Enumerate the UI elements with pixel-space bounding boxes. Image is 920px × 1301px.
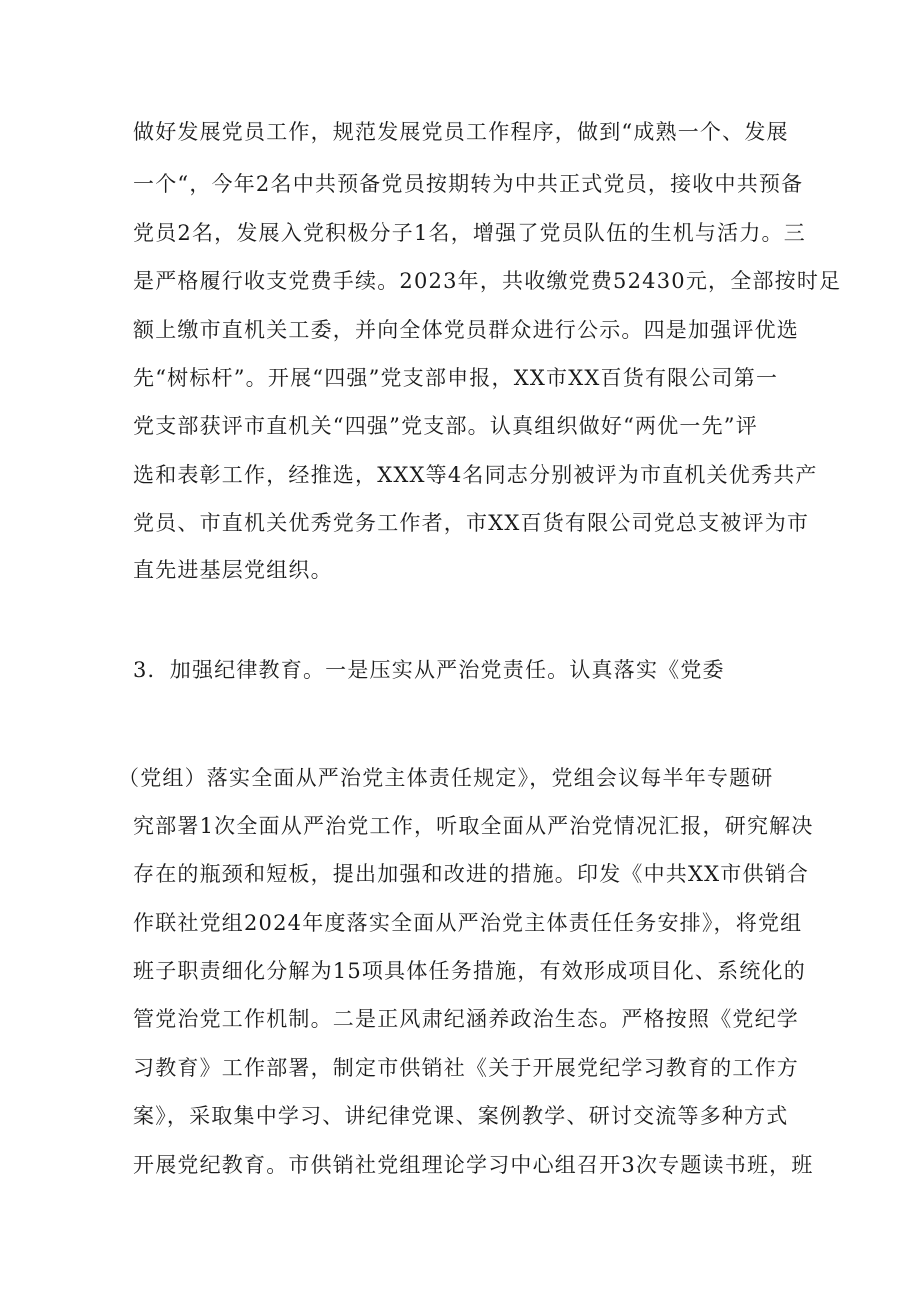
text-line: 党支部获评市直机关“四强”党支部。认真组织做好“两优一先”评 [133,414,758,438]
text-line: 究部署1次全面从严治党工作，听取全面从严治党情况汇报，研究解决 [133,814,814,838]
section-heading: 3．加强纪律教育。一是压实从严治党责任。认真落实《党委 [133,658,725,682]
text-line: 作联社党组2024年度落实全面从严治党主体责任任务安排》，将党组 [133,911,803,935]
text-line: 管党治党工作机制。二是正风肃纪涵养政治生态。严格按照《党纪学 [133,1007,799,1031]
text-line: 直先进基层党组织。 [133,558,333,582]
text-line: （党组）落实全面从严治党主体责任规定》，党组会议每半年专题研 [118,766,774,790]
text-line: 选和表彰工作，经推选，XXX等4名同志分别被评为市直机关优秀共产 [133,463,818,487]
text-line: 开展党纪教育。市供销社党组理论学习中心组召开3次专题读书班，班 [133,1153,814,1177]
text-line: 一个“，今年2名中共预备党员按期转为中共正式党员，接收中共预备 [133,172,804,196]
text-line: 班子职责细化分解为15项具体任务措施，有效形成项目化、系统化的 [133,959,806,983]
text-line: 案》，采取集中学习、讲纪律党课、案例教学、研讨交流等多种方式 [133,1104,789,1128]
text-line: 习教育》工作部署，制定市供销社《关于开展党纪学习教育的工作方 [133,1056,799,1080]
text-line: 额上缴市直机关工委，并向全体党员群众进行公示。四是加强评优选 [133,318,799,342]
text-line: 党员、市直机关优秀党务工作者，市XX百货有限公司党总支被评为市 [133,511,810,535]
text-line: 党员2名，发展入党积极分子1名，增强了党员队伍的生机与活力。三 [133,221,806,245]
text-line: 是严格履行收支党费手续。2023年，共收缴党费52430元，全部按时足 [133,269,842,293]
text-line: 做好发展党员工作，规范发展党员工作程序，做到“成熟一个、发展 [133,120,789,144]
text-line: 存在的瓶颈和短板，提出加强和改进的措施。印发《中共XX市供销合 [133,862,810,886]
text-line: 先“树标杆”。开展“四强”党支部申报，XX市XX百货有限公司第一 [133,366,779,390]
